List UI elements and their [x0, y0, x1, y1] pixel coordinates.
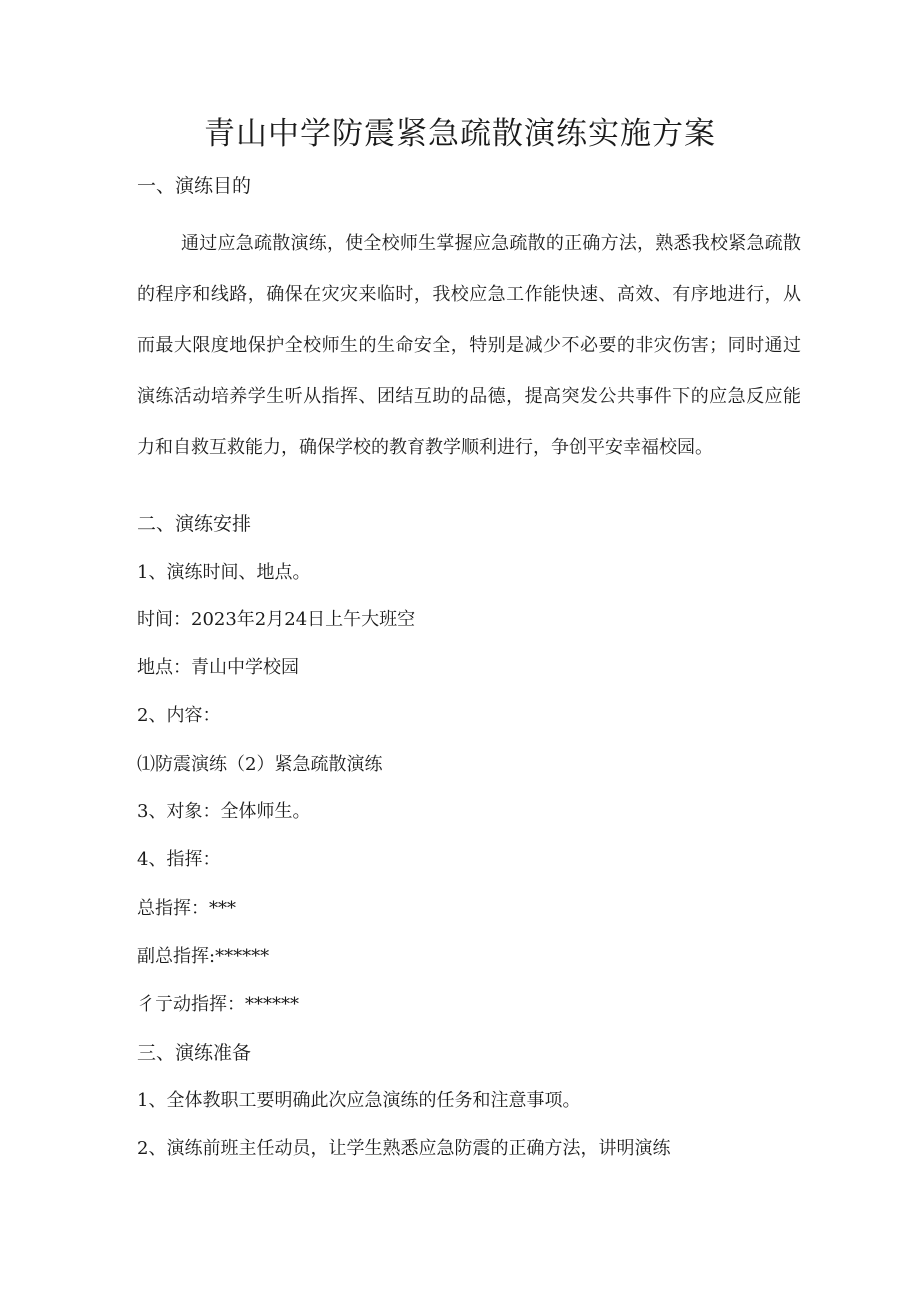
section-heading-arrangement: 二、演练安排 [137, 513, 252, 535]
action-commander: 彳亍动指挥：****** [137, 994, 299, 1015]
arrangement-item-time-place: 1、演练时间、地点。 [137, 562, 311, 583]
document-title: 青山中学防震紧急疏散演练实施方案 [204, 116, 716, 152]
section-heading-purpose: 一、演练目的 [137, 175, 252, 197]
chief-commander: 总指挥：*** [137, 898, 236, 919]
deputy-commander: 副总指挥:****** [137, 946, 270, 967]
section-heading-preparation: 三、演练准备 [137, 1042, 252, 1064]
preparation-item-2: 2、演练前班主任动员，让学生熟悉应急防震的正确方法，讲明演练 [137, 1138, 671, 1159]
arrangement-time: 时间：2023年2月24日上午大班空 [137, 609, 416, 630]
arrangement-item-content: 2、内容： [137, 705, 221, 726]
preparation-item-1: 1、全体教职工要明确此次应急演练的任务和注意事项。 [137, 1090, 581, 1111]
arrangement-content: ⑴防震演练（2）紧急疏散演练 [137, 754, 383, 775]
arrangement-item-target: 3、对象：全体师生。 [137, 801, 311, 822]
arrangement-item-command: 4、指挥： [137, 849, 221, 870]
purpose-paragraph: 通过应急疏散演练，使全校师生掌握应急疏散的正确方法，熟悉我校紧急疏散的程序和线路，确保在灾灾来临时，我校应急工作能快速、高效、有序地进行，从而最大限度地保护全校师生的生命安全，特别是减少不必要的非灾伤害；同时通过演练活动培养学生听从指挥、团结互助的品德，提高突发公共事件下的应急反应能力和自救互救能力，确保学校的教育教学顺利进行，争创平安幸福校园。 [137, 233, 801, 458]
arrangement-place: 地点：青山中学校园 [137, 657, 299, 678]
